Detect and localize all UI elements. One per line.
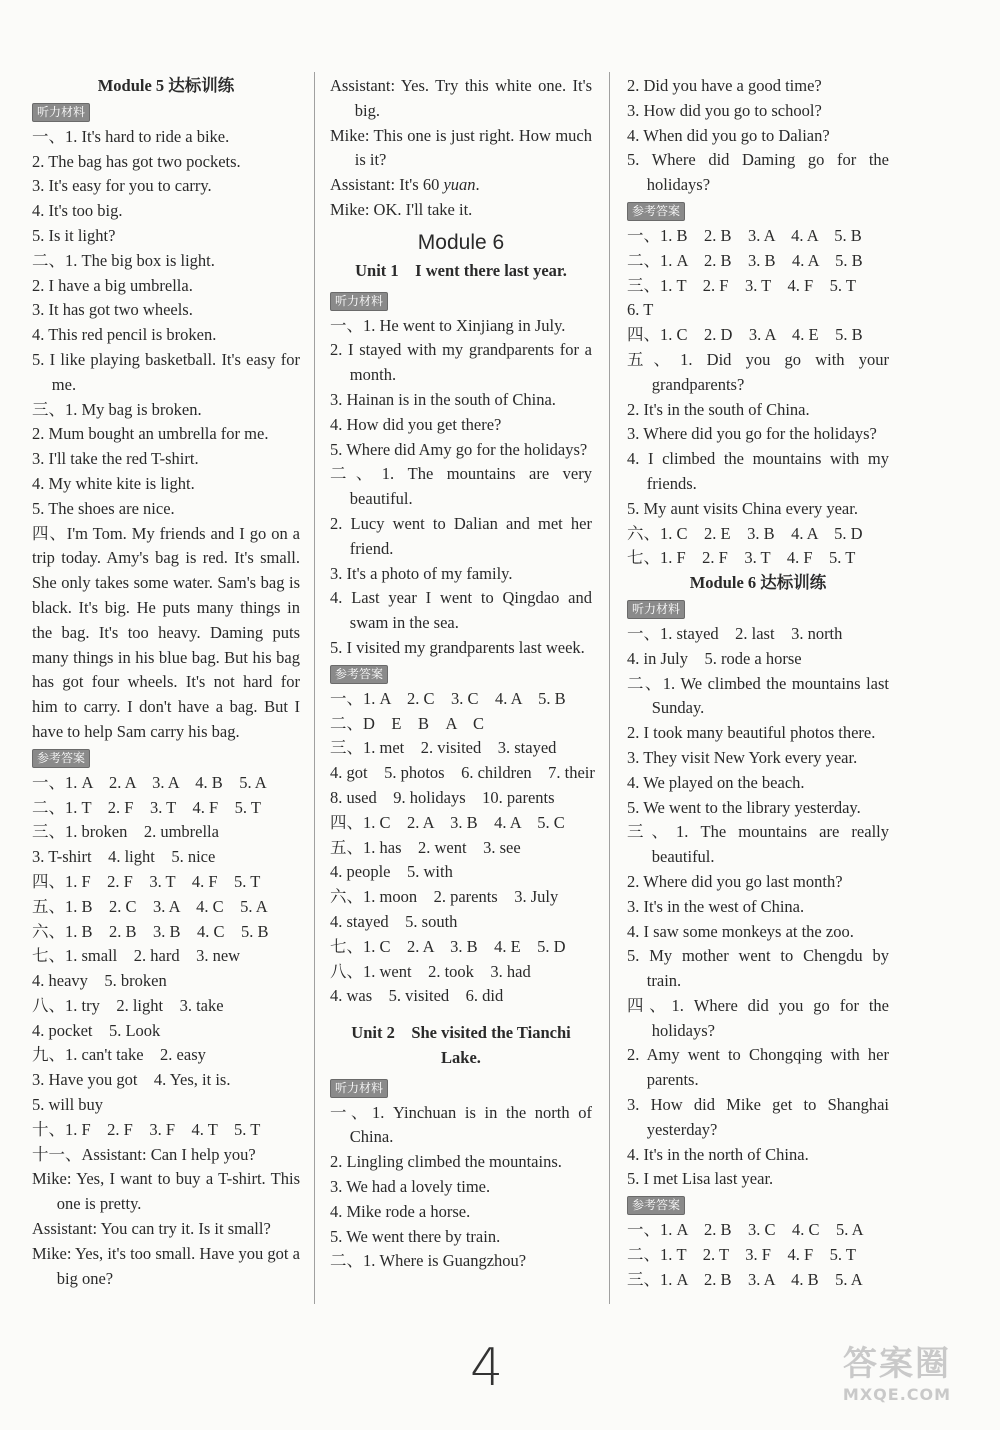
text-line: 4. When did you go to Dalian?	[627, 125, 830, 145]
text-line: 二、1. Where is Guangzhou?	[330, 1251, 527, 1271]
unit-title: Unit 1 I went there last year.	[355, 260, 567, 280]
text-line: 8. used 9. holidays 10. parents	[330, 787, 555, 807]
text-line: Mike: Yes, it's too small. Have you got a big one?	[32, 1243, 300, 1288]
text-line: 4. heavy 5. broken	[32, 971, 167, 991]
text-line: 九、1. can't take 2. easy	[32, 1045, 206, 1065]
text-line: 5. I visited my grandparents last week.	[330, 637, 585, 657]
section-badge: 听力材料	[32, 103, 90, 122]
section-badge: 参考答案	[627, 1196, 685, 1215]
text-line: 4. I saw some monkeys at the zoo.	[627, 921, 854, 941]
text-line: Mike: OK. I'll take it.	[330, 199, 473, 219]
section-badge: 听力材料	[330, 1079, 388, 1098]
text-line: 4. We played on the beach.	[627, 772, 805, 792]
text-line: 4. It's too big.	[32, 201, 123, 221]
text-line: 3. We had a lovely time.	[330, 1177, 491, 1197]
text-line: 八、1. went 2. took 3. had	[330, 961, 531, 981]
text-line: 二、1. The mountains are very beautiful.	[330, 464, 592, 509]
text-line: 一、1. He went to Xinjiang in July.	[330, 315, 566, 335]
text-line: 2. Did you have a good time?	[627, 76, 822, 95]
text-line: 六、1. moon 2. parents 3. July	[330, 887, 559, 907]
text-line: 4. people 5. with	[330, 862, 453, 882]
text-line: 3. Where did you go for the holidays?	[627, 424, 877, 444]
text-line: 二、1. T 2. F 3. T 4. F 5. T	[32, 797, 261, 817]
text-line: 4. My white kite is light.	[32, 473, 195, 493]
text-line: 4. got 5. photos 6. children 7. their	[330, 763, 595, 783]
text-line: 2. I stayed with my grandparents for a month.	[330, 340, 592, 385]
text-line: 5. Is it light?	[32, 225, 116, 245]
text-line: 5. Where did Amy go for the holidays?	[330, 439, 588, 459]
text-line: 五、1. Did you go with your grandparents?	[627, 349, 889, 394]
text-line: 2. Where did you go last month?	[627, 871, 843, 891]
text-line: 四、1. F 2. F 3. T 4. F 5. T	[32, 871, 261, 891]
unit-title: Unit 2 She visited the Tianchi Lake.	[351, 1023, 571, 1067]
watermark-text: 答案圈	[843, 1344, 951, 1384]
text-line: 2. Lucy went to Dalian and met her friend.	[330, 513, 592, 558]
text-line: 3. It's a photo of my family.	[330, 563, 513, 583]
text-line: 二、1. The big box is light.	[32, 250, 215, 270]
text-line: 七、1. C 2. A 3. B 4. E 5. D	[330, 936, 566, 956]
spacer	[330, 1009, 592, 1019]
badge-row	[627, 1192, 889, 1218]
text-line: 3. It's easy for you to carry.	[32, 176, 212, 196]
text-line: 五、1. has 2. went 3. see	[330, 837, 521, 857]
text-line: 5. I like playing basketball. It's easy for me.	[32, 349, 300, 394]
text-line: 3. I'll take the red T-shirt.	[32, 449, 199, 469]
text-line: 二、1. We climbed the mountains last Sunday.	[627, 673, 889, 718]
text-line: 三、1. T 2. F 3. T 4. F 5. T	[627, 275, 856, 295]
section-title: Module 5 达标训练	[97, 76, 235, 95]
text-line: 三、1. My bag is broken.	[32, 399, 202, 419]
text-line: 3. It has got two wheels.	[32, 300, 193, 320]
text-line: 5. will buy	[32, 1095, 104, 1115]
text-line: 一、1. stayed 2. last 3. north	[627, 623, 843, 643]
badge-row	[32, 99, 300, 125]
section-badge: 听力材料	[627, 600, 685, 619]
text-line: 六、1. C 2. E 3. B 4. A 5. D	[627, 523, 863, 543]
text-line: 6. T	[627, 300, 654, 320]
text-line: 4. How did you get there?	[330, 414, 502, 434]
text-line: 一、1. A 2. B 3. C 4. C 5. A	[627, 1220, 864, 1240]
text-line: 一、1. B 2. B 3. A 4. A 5. B	[627, 225, 862, 245]
text-line: 5. Where did Daming go for the holidays?	[627, 150, 889, 195]
text-line: 七、1. small 2. hard 3. new	[32, 946, 241, 966]
section-title: Module 6 达标训练	[689, 573, 827, 593]
text-line: 3. Have you got 4. Yes, it is.	[32, 1070, 231, 1090]
text-line: 2. It's in the south of China.	[627, 399, 810, 419]
text-line: Assistant: You can try it. Is it small?	[32, 1219, 271, 1239]
watermark-url: MXQE.COM	[842, 1385, 952, 1404]
text-line: 4. stayed 5. south	[330, 911, 458, 931]
text-line: 4. It's in the north of China.	[627, 1144, 809, 1164]
badge-row	[627, 596, 889, 622]
text-line: 2. I took many beautiful photos there.	[627, 723, 876, 743]
text-line: 七、1. F 2. F 3. T 4. F 5. T	[627, 548, 856, 568]
column-middle	[330, 74, 595, 1274]
text-line: 一、1. A 2. C 3. C 4. A 5. B	[330, 688, 566, 708]
text-line: 3. They visit New York every year.	[627, 747, 858, 767]
badge-row	[627, 198, 889, 224]
page-number: 4	[470, 1338, 504, 1398]
section-badge: 参考答案	[330, 665, 388, 684]
text-line: 4. Mike rode a horse.	[330, 1201, 471, 1221]
column-right	[627, 74, 889, 1293]
text-line: 2. Lingling climbed the mountains.	[330, 1152, 562, 1172]
text-line: 五、1. B 2. C 3. A 4. C 5. A	[32, 896, 268, 916]
text-line: 5. I met Lisa last year.	[627, 1169, 774, 1189]
text-paragraph: 四、I'm Tom. My friends and I go on a trip today. Amy's bag is red. It's small. She only takes some water. Sam's bag is black. It's big. He puts many things in the bag. It's too heavy. Daming puts many things in his blue bag. But his bag has got four wheels. It's not hard for him to carry. I don't have a bag. But I have to help Sam carry his bag.	[32, 523, 300, 741]
text-line: Mike: This one is just right. How much is it?	[330, 125, 592, 170]
text-line: 一、1. Yinchuan is in the north of China.	[330, 1102, 592, 1147]
text-line: 5. My mother went to Chengdu by train.	[627, 946, 889, 991]
text-line: 二、1. T 2. T 3. F 4. F 5. T	[627, 1245, 856, 1265]
text-line: 4. pocket 5. Look	[32, 1020, 161, 1040]
badge-row	[330, 661, 592, 687]
text-line: 4. I climbed the mountains with my friends.	[627, 449, 889, 493]
text-line: Assistant: Yes. Try this white one. It's big.	[330, 76, 592, 120]
text-line: 三、1. broken 2. umbrella	[32, 822, 219, 842]
badge-row	[32, 745, 300, 771]
text-line: 二、1. A 2. B 3. B 4. A 5. B	[627, 250, 863, 270]
text-line: 2. The bag has got two pockets.	[32, 151, 241, 171]
text-line: 4. This red pencil is broken.	[32, 325, 217, 345]
text-line: 三、1. The mountains are really beautiful.	[627, 822, 889, 867]
text-line: 四、1. C 2. A 3. B 4. A 5. C	[330, 812, 565, 832]
text-line: Mike: Yes, I want to buy a T-shirt. This one is pretty.	[32, 1169, 300, 1214]
text-line: Assistant: It's 60 yuan.	[330, 175, 480, 195]
text-line: 一、1. It's hard to ride a bike.	[32, 126, 230, 146]
column-divider	[314, 72, 315, 1304]
text-line: 八、1. try 2. light 3. take	[32, 995, 224, 1015]
module-title: Module 6	[417, 230, 505, 254]
text-line: 4. Last year I went to Qingdao and swam in the sea.	[330, 588, 592, 633]
text-line: 4. was 5. visited 6. did	[330, 986, 504, 1006]
badge-row	[330, 1075, 592, 1101]
text-line: 十一、Assistant: Can I help you?	[32, 1144, 256, 1164]
text-line: 三、1. met 2. visited 3. stayed	[330, 738, 557, 758]
text-line: 4. in July 5. rode a horse	[627, 648, 802, 668]
text-line: 四、1. C 2. D 3. A 4. E 5. B	[627, 325, 863, 345]
text-line: 3. How did you go to school?	[627, 100, 822, 120]
text-line: 3. How did Mike get to Shanghai yesterday?	[627, 1095, 889, 1139]
section-badge: 参考答案	[32, 749, 90, 768]
text-line: 3. Hainan is in the south of China.	[330, 389, 556, 409]
section-badge: 参考答案	[627, 202, 685, 221]
text-line: 一、1. A 2. A 3. A 4. B 5. A	[32, 772, 267, 792]
text-line: 2. I have a big umbrella.	[32, 275, 193, 295]
badge-row	[330, 288, 592, 314]
text-line: 3. T-shirt 4. light 5. nice	[32, 847, 216, 867]
text-line: 5. We went to the library yesterday.	[627, 797, 861, 817]
column-left	[32, 74, 300, 1291]
text-line: 六、1. B 2. B 3. B 4. C 5. B	[32, 921, 269, 941]
text-line: 十、1. F 2. F 3. F 4. T 5. T	[32, 1119, 261, 1139]
text-line: 二、D E B A C	[330, 713, 485, 733]
text-line: 2. Amy went to Chongqing with her parents.	[627, 1045, 889, 1090]
section-badge: 听力材料	[330, 292, 388, 311]
watermark-logo	[822, 1336, 972, 1404]
text-line: 5. The shoes are nice.	[32, 498, 175, 518]
text-line: 四、1. Where did you go for the holidays?	[627, 995, 889, 1040]
text-line: 5. My aunt visits China every year.	[627, 498, 858, 518]
text-line: 3. It's in the west of China.	[627, 896, 805, 916]
text-line: 2. Mum bought an umbrella for me.	[32, 424, 269, 444]
column-divider	[609, 72, 610, 1304]
text-line: 5. We went there by train.	[330, 1226, 501, 1246]
text-line: 三、1. A 2. B 3. A 4. B 5. A	[627, 1269, 863, 1289]
